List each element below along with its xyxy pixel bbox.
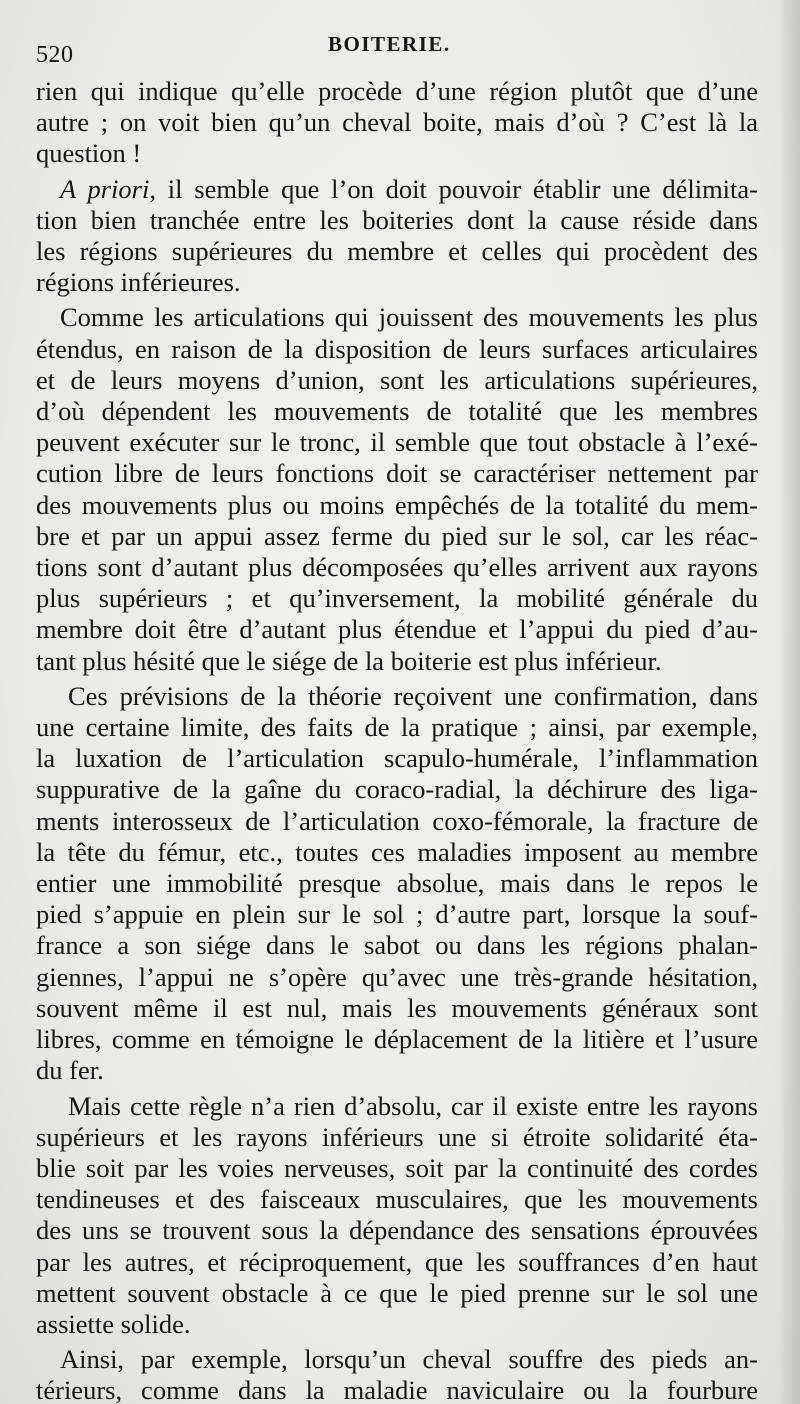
text-line: Ainsi, par exemple, lorsqu’un cheval souffre des pieds an- [60, 1344, 758, 1375]
text-line: par les autres, et réciproquement, que les souffrances d’en haut [36, 1246, 758, 1277]
italic-phrase: A priori, [60, 173, 156, 204]
text-line: ments interosseux de l’articulation coxo-fémorale, la fracture de [36, 805, 758, 836]
text-line: libres, comme en témoigne le déplacement de la litière et l’usure [36, 1024, 758, 1055]
text-line: blie soit par les voies nerveuses, soit par la continuité des cordes [36, 1152, 758, 1183]
text-line: membre doit être d’autant plus étendue et l’appui du pied d’au- [36, 614, 758, 645]
text-line: suppurative de la gaîne du coraco-radial, la déchirure des liga- [36, 774, 758, 805]
text-line: question ! [36, 138, 142, 169]
paragraph-5 [36, 1091, 758, 1341]
text-line: Ces prévisions de la théorie reçoivent une confirmation, dans [68, 680, 758, 711]
text-line: d’où dépendent les mouvements de totalité que les membres [36, 396, 758, 427]
text-line-first [36, 174, 758, 205]
text-line: rien qui indique qu’elle procède d’une région plutôt que d’une [36, 76, 758, 106]
text-line: peuvent exécuter sur le tronc, il semble que tout obstacle à l’exé- [36, 427, 758, 458]
text-line: entier une immobilité presque absolue, mais dans le repos le [36, 868, 758, 899]
text-line: des mouvements plus ou moins empêchés de la totalité du mem- [36, 489, 758, 520]
text-line: souvent même il est nul, mais les mouvements généraux sont [36, 992, 758, 1023]
text-line: Comme les articulations qui jouissent des mouvements les plus [60, 302, 758, 333]
text-line: térieurs, comme dans la maladie naviculaire ou la fourbure [36, 1375, 758, 1404]
page-header [36, 26, 756, 70]
paragraph-3 [36, 302, 758, 676]
running-title: BOITERIE. [328, 32, 451, 56]
text-line: les régions supérieures du membre et celles qui procèdent des [36, 236, 758, 267]
text-line: autre ; on voit bien qu’un cheval boite, mais d’où ? C’est là la [36, 107, 758, 138]
text-line: du fer. [36, 1055, 104, 1086]
text-line: tions sont d’autant plus décomposées qu’elles arrivent aux rayons [36, 552, 758, 583]
text-line: tendineuses et des faisceaux musculaires, que les mouvements [36, 1184, 758, 1215]
paragraph-6 [36, 1344, 758, 1404]
text-line: régions inférieures. [36, 267, 241, 298]
text-line: assiette solide. [36, 1308, 191, 1339]
text-line: et de leurs moyens d’union, sont les articulations supérieures, [36, 364, 758, 395]
text-line: la luxation de l’articulation scapulo-humérale, l’inflammation [36, 743, 758, 774]
text-line: cution libre de leurs fonctions doit se caractériser nettement par [36, 458, 758, 489]
text-line: giennes, l’appui ne s’opère qu’avec une très-grande hésitation, [36, 961, 758, 992]
text-line: des uns se trouvent sous la dépendance des sensations éprouvées [36, 1215, 758, 1246]
paragraph-4 [36, 681, 758, 1087]
text-line: la tête du fémur, etc., toutes ces maladies imposent au membre [36, 836, 758, 867]
text-line: Mais cette règle n’a rien d’absolu, car il existe entre les rayons [68, 1090, 758, 1121]
paragraph-2 [36, 174, 758, 299]
text-line: bre et par un appui assez ferme du pied sur le sol, car les réac- [36, 520, 758, 551]
text-line: tant plus hésité que le siége de la boiterie est plus inférieur. [36, 645, 662, 676]
text-line: france a son siége dans le sabot ou dans les régions phalan- [36, 930, 758, 961]
page-body [36, 76, 758, 1404]
text-line: supérieurs et les rayons inférieurs une si étroite solidarité éta- [36, 1121, 758, 1152]
text-line: étendus, en raison de la disposition de leurs surfaces articulaires [36, 333, 758, 364]
text-line: tion bien tranchée entre les boiteries dont la cause réside dans [36, 204, 758, 235]
text-line: pied s’appuie en plein sur le sol ; d’autre part, lorsque la souf- [36, 899, 758, 930]
text-line: plus supérieurs ; et qu’inversement, la mobilité générale du [36, 583, 758, 614]
paragraph-1 [36, 76, 758, 170]
text-line: mettent souvent obstacle à ce que le pied prenne sur le sol une [36, 1277, 758, 1308]
text-line: une certaine limite, des faits de la pratique ; ainsi, par exemple, [36, 712, 758, 743]
page-number: 520 [36, 42, 74, 68]
text-run: il semble que l’on doit pouvoir établir une délimita- [155, 173, 758, 204]
